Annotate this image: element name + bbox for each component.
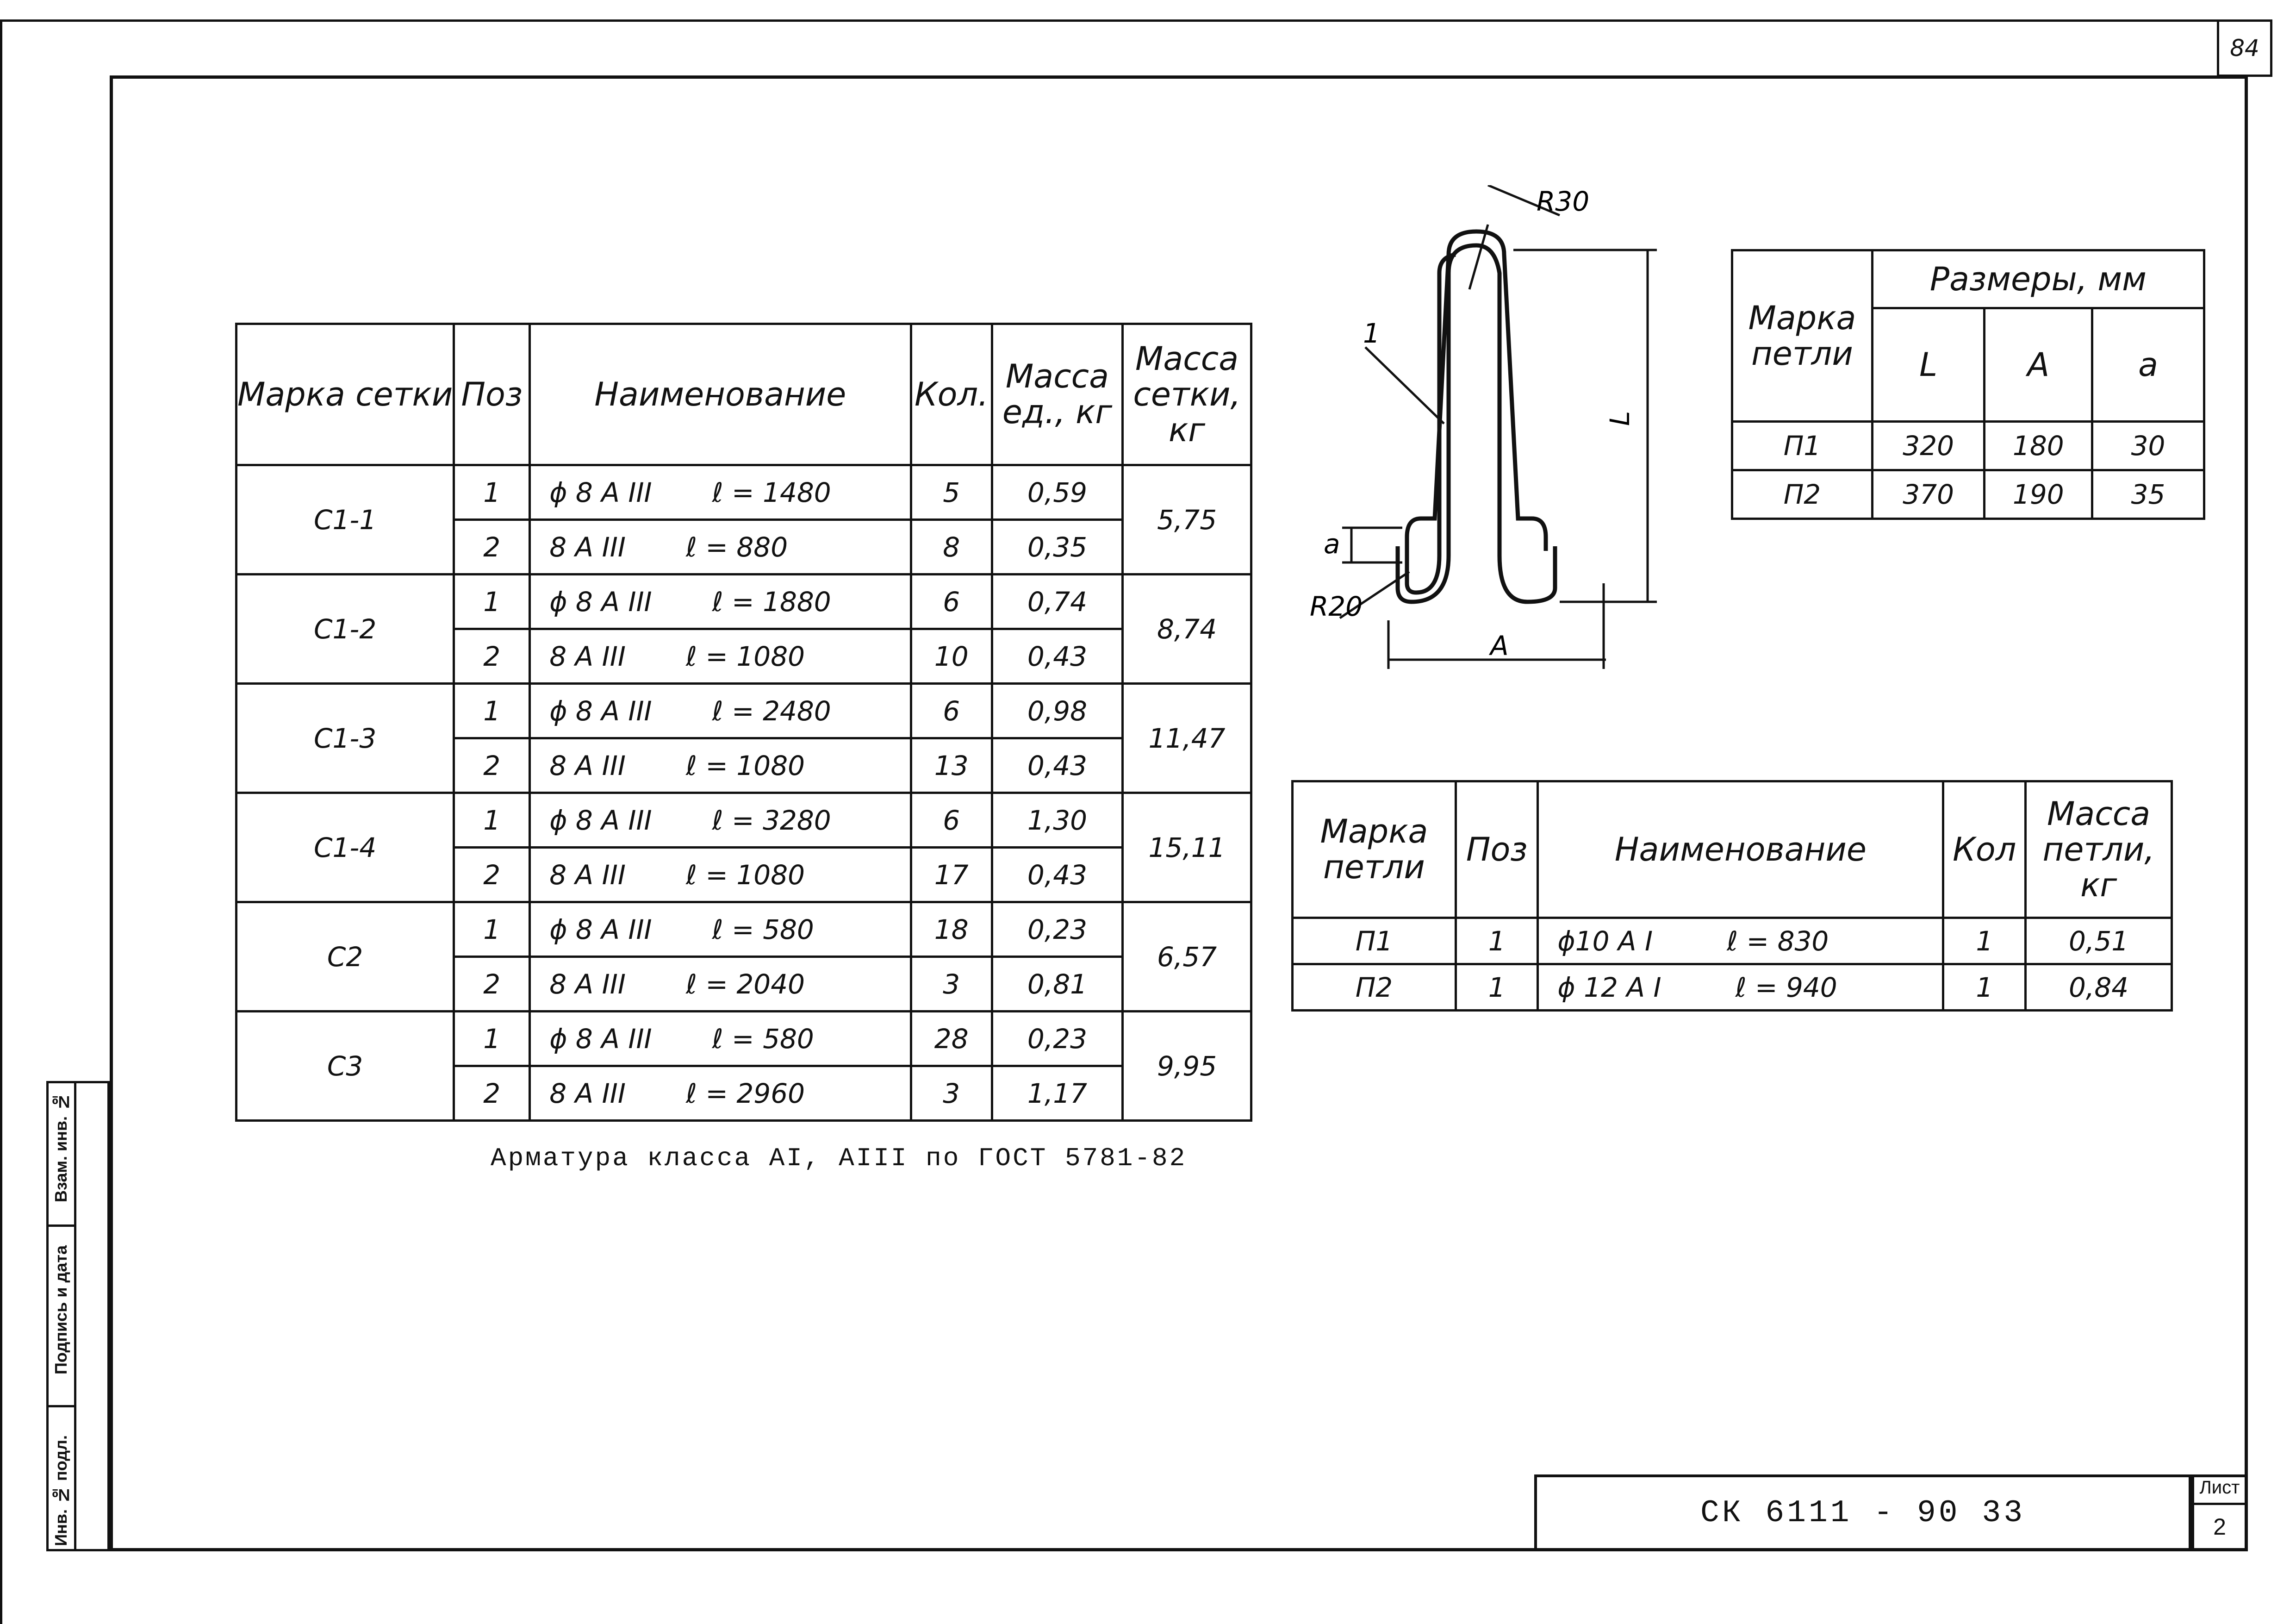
row-bar: ϕ 8 А ІІІ (549, 476, 652, 508)
sheet-box (2191, 1474, 2248, 1551)
row-name (530, 629, 911, 684)
row-qty: 5 (911, 465, 992, 520)
row-bar: ϕ 8 А ІІІ (549, 804, 652, 836)
row-qty: 6 (911, 684, 992, 738)
loop-specification-table (1291, 780, 2173, 1012)
row-unit-mass: 0,59 (992, 465, 1122, 520)
header-qty: Кол. (911, 324, 992, 465)
spec-mark: П2 (1293, 964, 1456, 1011)
row-bar: ϕ 8 А ІІІ (549, 695, 652, 727)
spec-length: ℓ = 940 (1735, 971, 1837, 1003)
grid-total-mass: 11,47 (1123, 684, 1251, 793)
row-bar: 8 А ІІІ (549, 1077, 626, 1109)
spec-name (1538, 918, 1943, 964)
header-grid-mass: Масса сетки, кг (1123, 324, 1251, 465)
row-length: ℓ = 2960 (685, 1077, 805, 1109)
row-unit-mass: 0,43 (992, 629, 1122, 684)
row-qty: 17 (911, 848, 992, 902)
row-qty: 10 (911, 629, 992, 684)
row-pos: 2 (454, 738, 530, 793)
header-name: Наименование (1538, 781, 1943, 918)
row-pos: 1 (454, 465, 530, 520)
spec-qty: 1 (1943, 918, 2026, 964)
row-name (530, 793, 911, 848)
grid-row (236, 1012, 1251, 1066)
row-bar: ϕ 8 А ІІІ (549, 586, 652, 618)
leader-pos1 (1365, 347, 1444, 424)
header-loop-mark: Марка петли (1293, 781, 1456, 918)
header-A: A (1985, 308, 2092, 422)
row-name (530, 902, 911, 957)
row-unit-mass: 0,81 (992, 957, 1122, 1012)
row-length: ℓ = 3280 (712, 804, 831, 836)
row-length: ℓ = 1080 (685, 750, 805, 781)
grid-mark: С1-3 (236, 684, 454, 793)
header-pos: Поз (454, 324, 530, 465)
row-name (530, 575, 911, 629)
row-qty: 8 (911, 520, 992, 575)
grid-mark: С1-1 (236, 465, 454, 575)
header-loop-mark: Марка петли (1732, 250, 1873, 422)
grid-mark: С2 (236, 902, 454, 1012)
row-name (530, 1012, 911, 1066)
grid-row (236, 575, 1251, 629)
loop-A: 190 (1985, 470, 2092, 519)
loop-a: 35 (2092, 470, 2204, 519)
row-length: ℓ = 1080 (685, 640, 805, 672)
row-unit-mass: 0,43 (992, 738, 1122, 793)
grid-row (236, 465, 1251, 520)
grid-total-mass: 9,95 (1123, 1012, 1251, 1121)
outer-frame-top-line (0, 19, 2217, 22)
row-pos: 2 (454, 629, 530, 684)
position-label: 1 (1363, 318, 1380, 349)
header-name: Наименование (530, 324, 911, 465)
row-pos: 1 (454, 684, 530, 738)
header-pos: Поз (1456, 781, 1538, 918)
radius-bottom-label: R20 (1310, 591, 1363, 622)
row-length: ℓ = 580 (712, 1023, 814, 1055)
row-pos: 2 (454, 520, 530, 575)
replacement-inventory-label: Взам. инв. № (51, 1093, 70, 1203)
radius-top-label: R30 (1537, 186, 1590, 217)
row-pos: 2 (454, 1066, 530, 1121)
loop-outer-outline (1407, 231, 1546, 551)
grid-total-mass: 8,74 (1123, 575, 1251, 684)
grid-total-mass: 6,57 (1123, 902, 1251, 1012)
row-length: ℓ = 2040 (685, 968, 805, 1000)
row-length: ℓ = 2480 (712, 695, 831, 727)
row-unit-mass: 0,74 (992, 575, 1122, 629)
row-bar: ϕ 8 А ІІІ (549, 913, 652, 945)
row-length: ℓ = 580 (712, 913, 814, 945)
row-pos: 1 (454, 1012, 530, 1066)
row-name (530, 684, 911, 738)
spec-qty: 1 (1943, 964, 2026, 1011)
spec-name (1538, 964, 1943, 1011)
row-pos: 1 (454, 575, 530, 629)
grid-row (236, 793, 1251, 848)
row-pos: 2 (454, 957, 530, 1012)
reinforcement-note: Арматура класса АІ, АІІІ по ГОСТ 5781-82 (491, 1143, 1187, 1173)
grid-mark: С1-4 (236, 793, 454, 902)
approval-side-strip (46, 1081, 110, 1551)
sheet-value: 2 (2213, 1514, 2226, 1540)
header-unit-mass: Масса ед., кг (992, 324, 1122, 465)
row-bar: ϕ 8 А ІІІ (549, 1023, 652, 1055)
spec-pos: 1 (1456, 964, 1538, 1011)
row-qty: 6 (911, 575, 992, 629)
grid-mark: С1-2 (236, 575, 454, 684)
row-name (530, 957, 911, 1012)
row-unit-mass: 0,35 (992, 520, 1122, 575)
row-qty: 6 (911, 793, 992, 848)
row-name (530, 1066, 911, 1121)
signature-date-label: Подпись и дата (51, 1245, 70, 1374)
row-qty: 3 (911, 1066, 992, 1121)
row-pos: 1 (454, 793, 530, 848)
row-bar: 8 А ІІІ (549, 750, 626, 781)
spec-length: ℓ = 830 (1727, 925, 1829, 957)
row-name (530, 738, 911, 793)
dim-a-label: a (1324, 528, 1340, 560)
spec-mass: 0,51 (2026, 918, 2172, 964)
row-unit-mass: 0,23 (992, 902, 1122, 957)
loop-L: 370 (1872, 470, 1985, 519)
row-bar: 8 А ІІІ (549, 531, 626, 563)
loop-A: 180 (1985, 422, 2092, 470)
row-qty: 13 (911, 738, 992, 793)
grid-specification-table (235, 323, 1252, 1122)
row-bar: 8 А ІІІ (549, 968, 626, 1000)
row-length: ℓ = 1480 (712, 476, 831, 508)
row-unit-mass: 0,98 (992, 684, 1122, 738)
grid-total-mass: 5,75 (1123, 465, 1251, 575)
header-L: L (1872, 308, 1985, 422)
dim-L-label: L (1604, 411, 1636, 426)
row-pos: 2 (454, 848, 530, 902)
dim-A-label: A (1490, 630, 1509, 662)
header-loop-mass: Масса петли, кг (2026, 781, 2172, 918)
spec-pos: 1 (1456, 918, 1538, 964)
row-pos: 1 (454, 902, 530, 957)
row-unit-mass: 1,30 (992, 793, 1122, 848)
outer-frame-left-line (0, 19, 2, 1624)
row-bar: 8 А ІІІ (549, 859, 626, 891)
spec-bar: ϕ10 А І (1557, 925, 1653, 957)
row-qty: 28 (911, 1012, 992, 1066)
header-grid-mark: Марка сетки (236, 324, 454, 465)
loop-mark: П1 (1732, 422, 1873, 470)
header-a: a (2092, 308, 2204, 422)
row-bar: 8 А ІІІ (549, 640, 626, 672)
row-qty: 3 (911, 957, 992, 1012)
grid-row (236, 684, 1251, 738)
loop-drawing (1296, 185, 1666, 671)
row-length: ℓ = 1080 (685, 859, 805, 891)
loop-mark: П2 (1732, 470, 1873, 519)
row-unit-mass: 1,17 (992, 1066, 1122, 1121)
sheet-label: Лист (2194, 1477, 2245, 1505)
row-unit-mass: 0,43 (992, 848, 1122, 902)
spec-mark: П1 (1293, 918, 1456, 964)
row-qty: 18 (911, 902, 992, 957)
inventory-number-label: Инв. № подл. (51, 1435, 70, 1546)
header-qty: Кол (1943, 781, 2026, 918)
row-unit-mass: 0,23 (992, 1012, 1122, 1066)
document-code-stamp: СК 6111 - 90 33 (1534, 1474, 2191, 1551)
grid-mark: С3 (236, 1012, 454, 1121)
sheet-number: 84 (2217, 19, 2272, 77)
row-name (530, 465, 911, 520)
grid-total-mass: 15,11 (1123, 793, 1251, 902)
row-length: ℓ = 880 (685, 531, 788, 563)
header-sizes: Размеры, мм (1872, 250, 2204, 308)
spec-bar: ϕ 12 А І (1557, 971, 1661, 1003)
loop-a: 30 (2092, 422, 2204, 470)
grid-row (236, 902, 1251, 957)
spec-mass: 0,84 (2026, 964, 2172, 1011)
loop-dimensions-table (1731, 249, 2205, 520)
row-name (530, 848, 911, 902)
loop-L: 320 (1872, 422, 1985, 470)
row-length: ℓ = 1880 (712, 586, 831, 618)
loop-profile (1398, 245, 1555, 602)
row-name (530, 520, 911, 575)
